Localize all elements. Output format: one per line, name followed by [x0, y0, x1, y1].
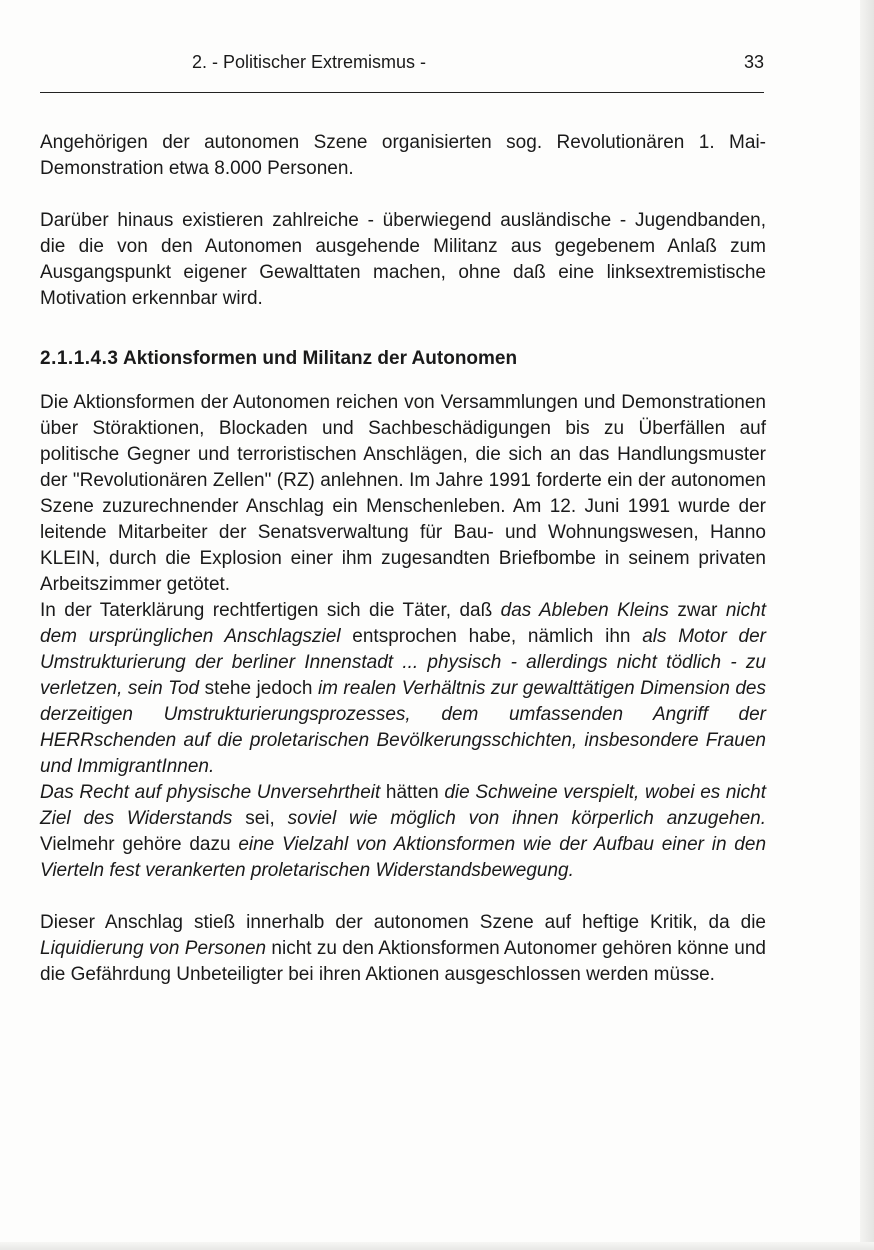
quote-span: im realen Verhältnis zur gewalttätigen Dimension des derzeitigen Umstrukturierungsprozesses, dem umfassenden Angriff der HERRschenden auf die proletarischen Bevölkerungsschichten, insbesondere Frauen und ImmigrantInnen. — [40, 678, 767, 777]
quote-span: Das Recht auf physische Unversehrtheit — [40, 782, 381, 803]
section-heading — [40, 346, 766, 372]
section-title: Aktionsformen und Militanz der Autonomen — [123, 348, 518, 369]
page-edge-right — [860, 0, 874, 1250]
page-edge-bottom — [0, 1242, 874, 1250]
text-span: stehe jedoch — [199, 678, 318, 699]
running-header — [40, 52, 764, 78]
paragraph-6 — [40, 910, 766, 988]
paragraph-2: Darüber hinaus existieren zahlreiche - überwiegend ausländische - Jugendbanden, die die von den Autonomen ausgehende Militanz aus gegebenem Anlaß zum Ausgangspunkt eigener Gewalttaten machen, ohne daß eine linksextremistische Motivation erkennbar wird. — [40, 210, 766, 309]
text-span: Vielmehr gehöre dazu — [40, 834, 239, 855]
quote-span: als Motor der Umstrukturierung der berliner Innenstadt ... physisch - allerdings nicht tödlich - zu verletzen, sein Tod — [40, 626, 767, 699]
quote-span: soviel wie möglich von ihnen körperlich anzugehen. — [287, 808, 767, 829]
text-span: hätten — [380, 782, 445, 803]
quote-span: Liquidierung von Personen — [40, 938, 267, 959]
quote-span: nicht dem ursprünglichen Anschlagsziel — [40, 600, 766, 647]
header-rule — [40, 92, 764, 93]
page-number: 33 — [743, 52, 764, 72]
text-span: entsprochen habe, nämlich ihn — [340, 626, 643, 647]
text-span: nicht zu den Aktionsformen Autonomer gehören könne und die Gefährdung Unbeteiligter bei ihren Aktionen ausgeschlossen werden müsse. — [40, 938, 766, 985]
quote-span: eine Vielzahl von Aktionsformen wie der Aufbau einer in den Vierteln fest verankerten proletarischen Widerstandsbewegung. — [40, 834, 767, 881]
paragraph-3: Die Aktionsformen der Autonomen reichen von Versammlungen und Demonstrationen über Störaktionen, Blockaden und Sachbeschädigungen bis zu Überfällen auf politische Gegner und terroristischen Anschlägen, die sich an das Handlungsmuster der "Revolutionären Zellen" (RZ) anlehnen. Im Jahre 1991 forderte ein der autonomen Szene zuzurechnender Anschlag ein Menschenleben. Am 12. Juni 1991 wurde der leitende Mitarbeiter der Senatsverwaltung für Bau- und Wohnungswesen, Hanno KLEIN, durch die Explosion einer ihm zugesandten Briefbombe in seinem privaten Arbeitszimmer getötet. — [40, 392, 766, 595]
body-text — [40, 130, 766, 988]
section-number: 2.1.1.4.3 — [40, 348, 119, 369]
paragraph-1: Angehörigen der autonomen Szene organisierten sog. Revolutionären 1. Mai-Demonstration etwa 8.000 Personen. — [40, 132, 766, 179]
paragraph-4 — [40, 598, 766, 780]
quote-span: die Schweine verspielt, wobei es nicht Ziel des Widerstands — [40, 782, 766, 829]
paragraph-5 — [40, 780, 766, 884]
text-span: zwar — [668, 600, 726, 621]
text-span: In der Taterklärung rechtfertigen sich die Täter, daß — [40, 600, 501, 621]
quote-span: das Ableben Kleins — [500, 600, 669, 621]
header-title: 2. - Politischer Extremismus - — [191, 52, 427, 72]
text-span: sei, — [232, 808, 288, 829]
text-span: Dieser Anschlag stieß innerhalb der autonomen Szene auf heftige Kritik, da die — [40, 912, 766, 933]
